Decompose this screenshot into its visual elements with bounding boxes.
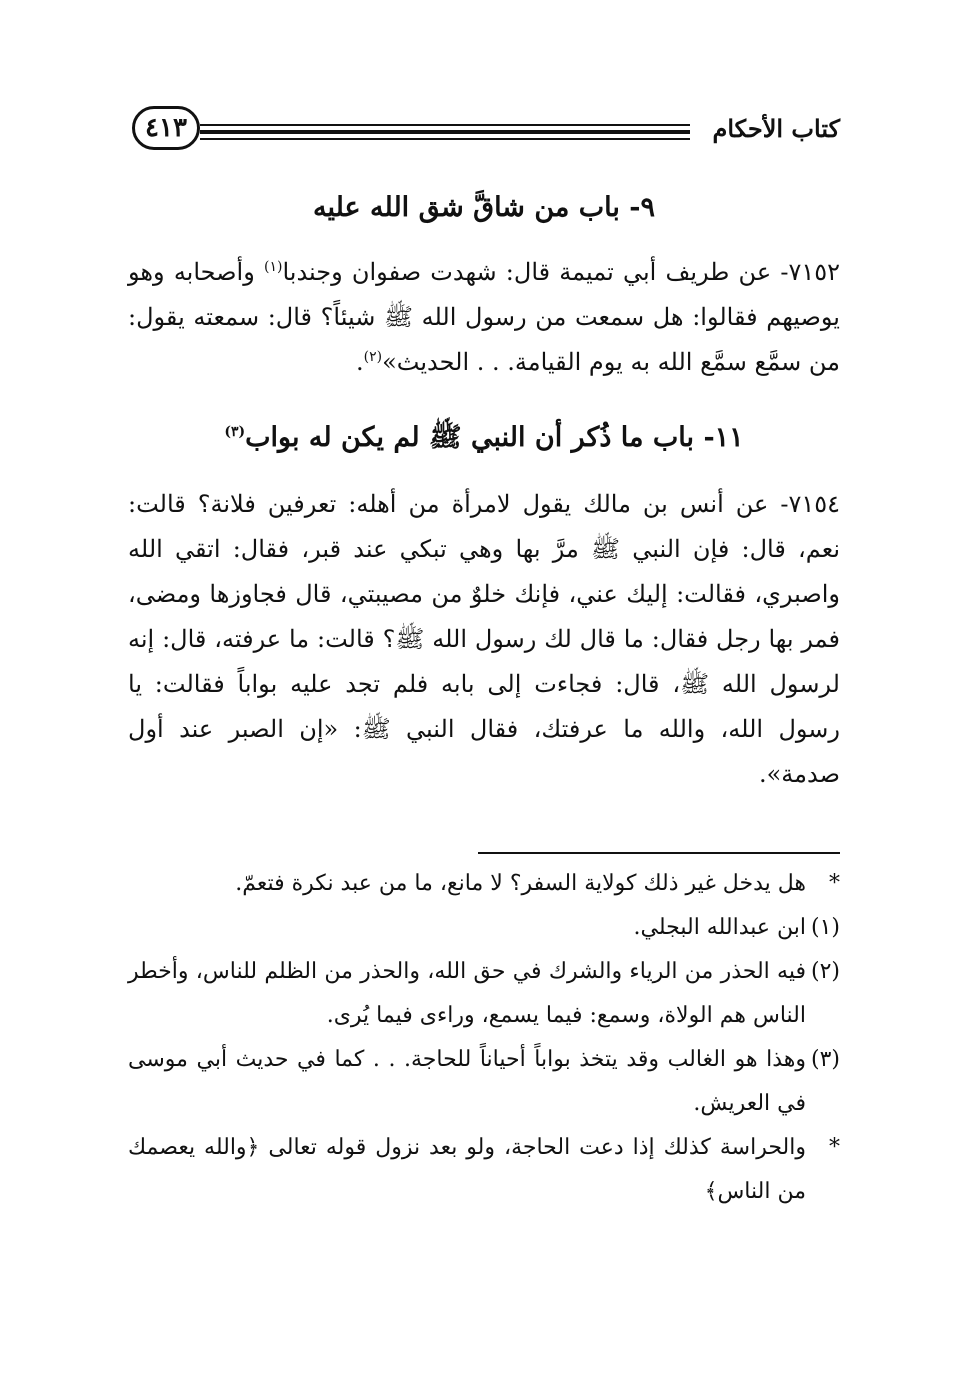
footnote-marker: (١) <box>810 915 840 940</box>
header-rule <box>200 138 690 140</box>
footnote <box>128 950 840 1038</box>
footnote-marker: (٣) <box>810 1047 840 1072</box>
footnote <box>128 906 840 950</box>
footnote-reference: (٢) <box>363 349 383 365</box>
footnote <box>128 1126 840 1214</box>
hadith-paragraph <box>128 482 840 797</box>
footnote-text: هل يدخل غير ذلك كولاية السفر؟ لا مانع، ما من عبد نكرة فتعمّ. <box>235 871 806 896</box>
book-title: كتاب الأحكام <box>712 114 840 143</box>
hadith-text: ٧١٥٢- عن طريف أبي تميمة قال: شهدت صفوان وجندبا <box>282 258 840 286</box>
chapter-heading <box>128 420 840 460</box>
chapter-heading <box>128 192 840 223</box>
running-header <box>128 106 840 156</box>
header-rule <box>200 124 690 126</box>
footnote-marker: (٢) <box>810 959 840 984</box>
header-rule <box>200 130 690 134</box>
footnotes-list <box>128 862 840 1214</box>
footnote-marker: * <box>829 871 840 896</box>
chapter-heading-text: ١١- باب ما ذُكر أن النبي ﷺ لم يكن له بواب <box>245 422 744 453</box>
footnote-text: والحراسة كذلك إذا دعت الحاجة، ولو بعد نزول قوله تعالى ﴿والله يعصمك من الناس﴾ <box>128 1135 806 1204</box>
hadith-text: . <box>356 348 364 376</box>
hadith-paragraph <box>128 250 840 385</box>
footnote-marker: * <box>829 1135 840 1160</box>
chapter-heading-text: ٩- باب من شاقَّ شق الله عليه <box>312 192 656 223</box>
hadith-text: ٧١٥٤- عن أنس بن مالك يقول لامرأة من أهله: تعرفين فلانة؟ قالت: نعم، قال: فإن النبي ﷺ مرَّ بها وهي تبكي عند قبر، فقال: اتقي الله واصبري، فقالت: إليك عني، فإنك خلوٌ من مصيبتي، قال فجاوزها ومضى، فمر بها رجل فقال: ما قال لك رسول الله ﷺ؟ قالت: ما عرفته، قال: إنه لرسول الله ﷺ، قال: فجاءت إلى بابه فلم تجد عليه بواباً فقالت: يا رسول الله، والله ما عرفتك، فقال النبي ﷺ: «إن الصبر عند أول صدمة». <box>128 490 841 788</box>
footnote-text: فيه الحذر من الرياء والشرك في حق الله، والحذر من الظلم للناس، وأخطر الناس هم الولاة، وسمع: فيما يسمع، وراءى فيما يُرى. <box>128 959 806 1028</box>
footnote <box>128 1038 840 1126</box>
footnote-reference: (١) <box>263 259 283 275</box>
footnote-text: وهذا هو الغالب وقد يتخذ بواباً أحياناً للحاجة. . . كما في حديث أبي موسى في العريش. <box>128 1047 806 1116</box>
footnote-separator <box>478 852 840 854</box>
page-number: ٤١٣ <box>132 106 200 150</box>
footnote <box>128 862 840 906</box>
footnote-text: ابن عبدالله البجلي. <box>633 915 806 940</box>
footnote-reference: (٣) <box>224 424 246 440</box>
hadith-text: وأصحابه وهو يوصيهم فقالوا: هل سمعت من رسول الله ﷺ شيئاً؟ قال: سمعته يقول: من سمَّع سمَّع الله به يوم القيامة. . . الحديث» <box>128 258 840 376</box>
